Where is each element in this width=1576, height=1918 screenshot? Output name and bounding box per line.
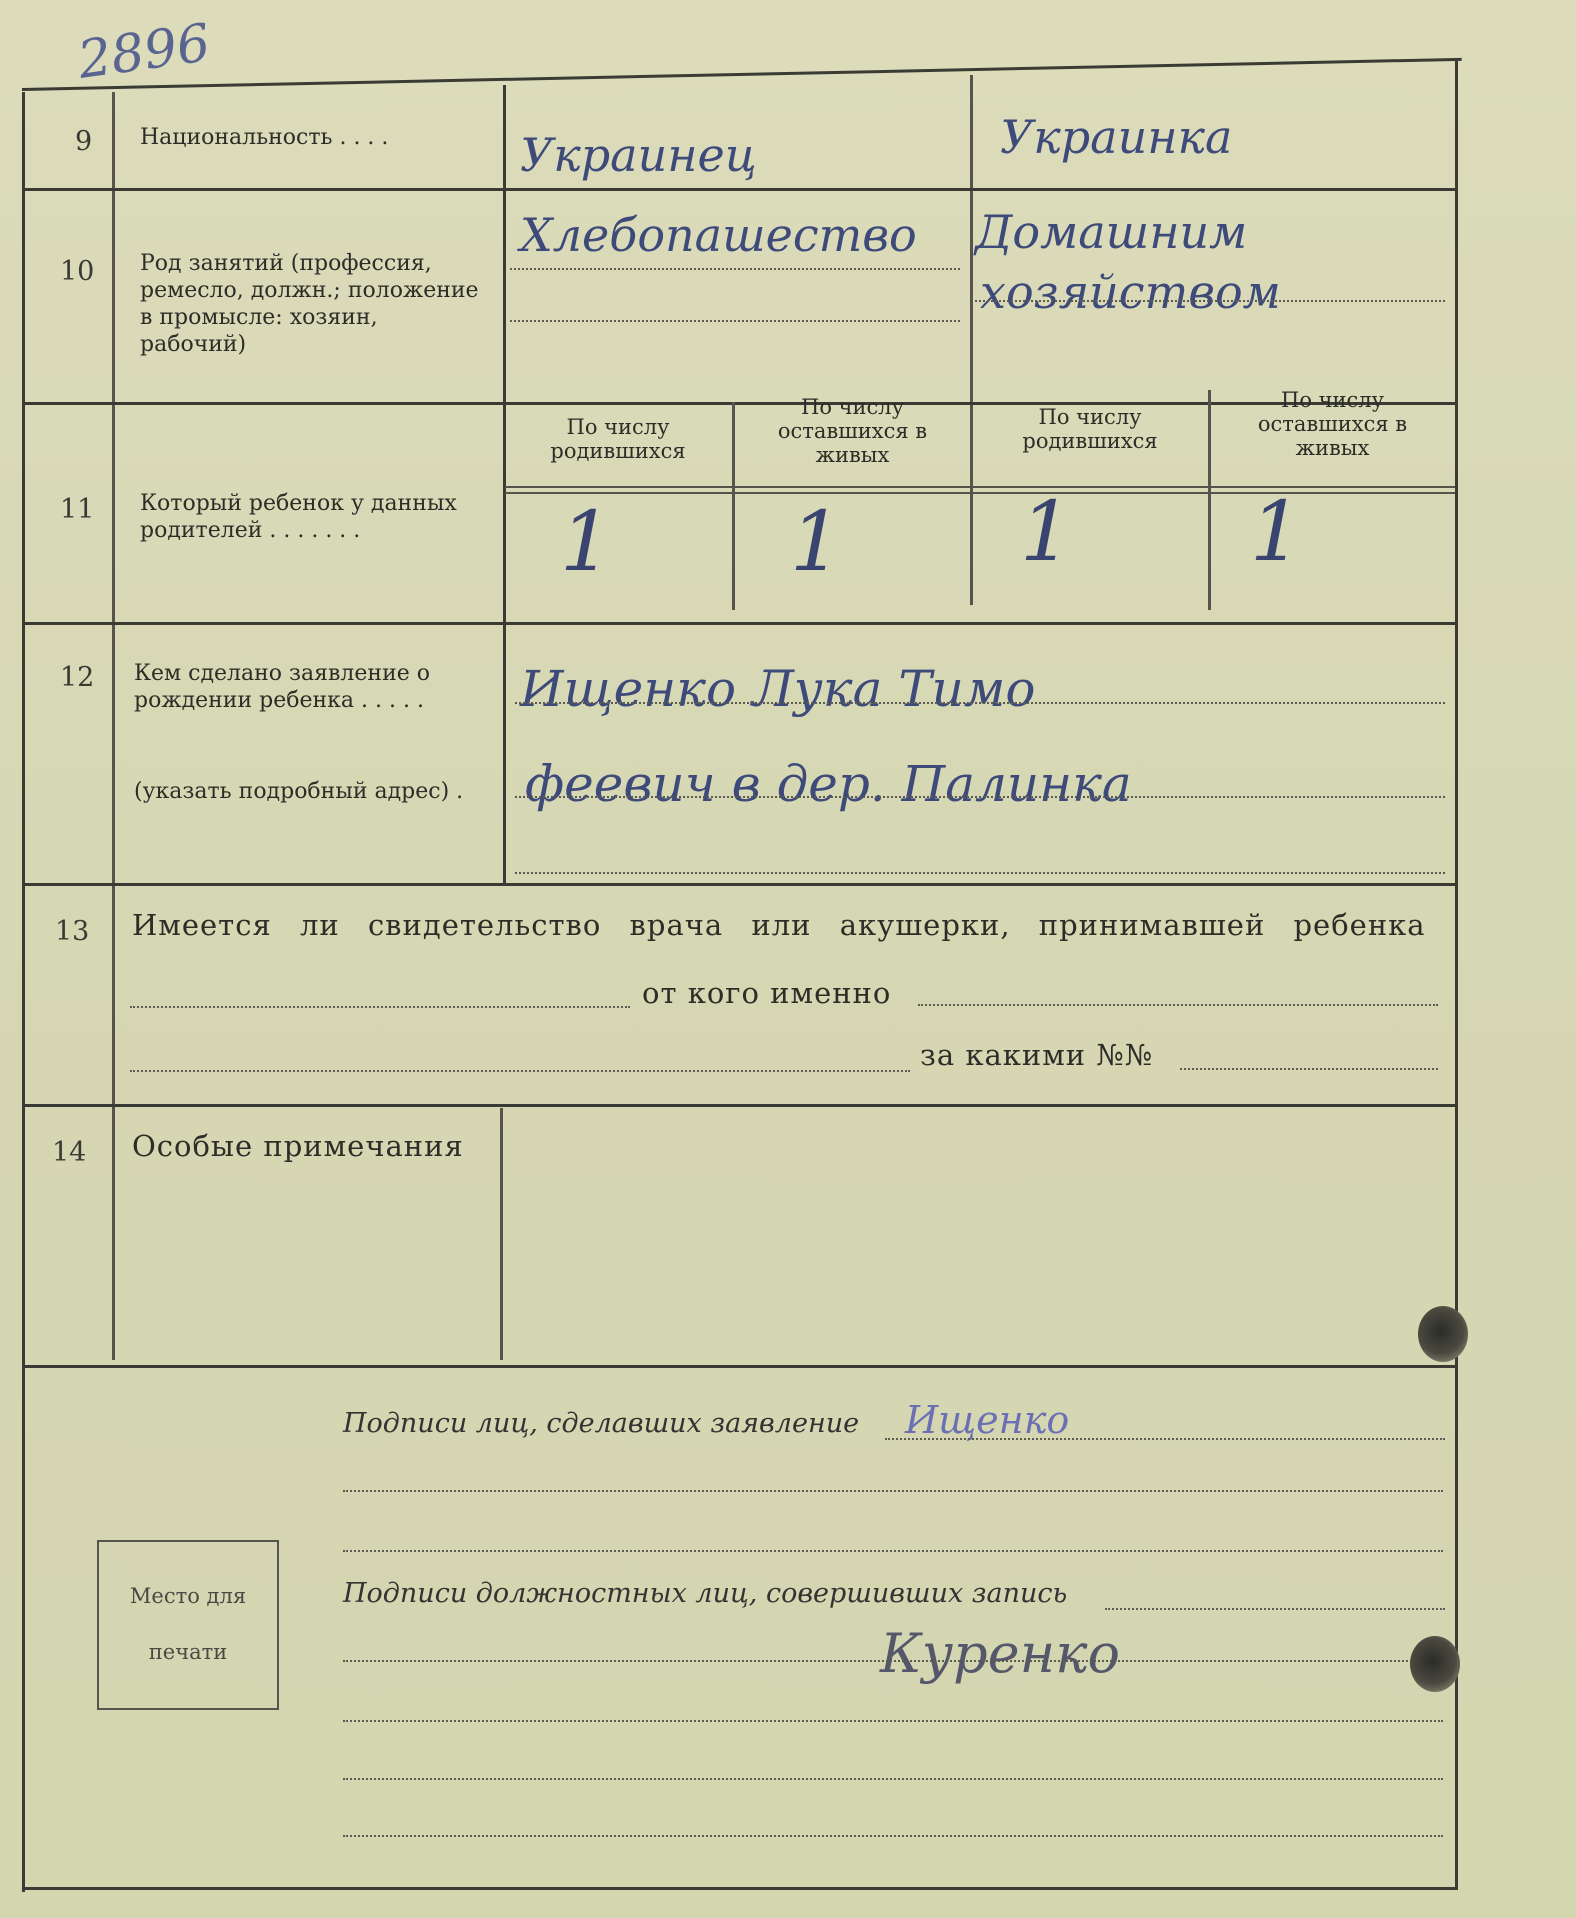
child-order-label: Который ребенок у данных родителей . . . . . . . (140, 491, 457, 543)
sub-rule-1 (732, 402, 735, 610)
occupation-line-1 (510, 268, 960, 270)
certificate-line-3 (130, 1070, 910, 1072)
declarant-dotted-1 (515, 702, 1445, 704)
label-column-rule (503, 85, 506, 885)
mother-born-count: 1 (1020, 485, 1073, 580)
row-number-14: 14 (52, 1137, 87, 1168)
subheader-mother-born: По числу родившихся (1022, 405, 1158, 453)
row-rule-13 (22, 1104, 1457, 1107)
stamp-mark: ​ (1156, 166, 1204, 185)
officials-signature-label: Подписи должностных лиц, совершивших запись (343, 1578, 1068, 1609)
mother-nationality: Украинка (1000, 110, 1233, 164)
certificate-line-4 (1180, 1068, 1438, 1070)
applicants-signature-label: Подписи лиц, сделавших заявление (343, 1408, 860, 1439)
official-line-2 (343, 1660, 1443, 1662)
official-line-1 (1105, 1608, 1445, 1610)
subheader-rule-2 (505, 492, 1455, 494)
row-number-13: 13 (55, 916, 90, 947)
frame-bottom (22, 1887, 1458, 1890)
sub-rule-2 (1208, 390, 1211, 610)
official-line-4 (343, 1778, 1443, 1780)
mother-occupation-1: Домашним (975, 205, 1248, 259)
certificate-label: Имеется ли свидетельство врача или акушерки, принимавшей ребенка (132, 908, 1426, 942)
occupation-line-3 (975, 300, 1445, 302)
mother-occupation-2: хозяйством (980, 265, 1281, 319)
row-rule-12 (22, 883, 1457, 886)
row-number-11: 11 (60, 494, 95, 525)
applicant-line-1 (885, 1438, 1445, 1440)
certificate-line-2 (918, 1004, 1438, 1006)
declarant-line-2: феевич в дер. Палинка (525, 755, 1132, 813)
applicant-signature: Ищенко (905, 1398, 1070, 1442)
occupation-label: Род занятий (профессия, ремесло, должн.; положение в промысле: хозяин, рабочий) (140, 251, 479, 357)
row-number-12: 12 (60, 662, 95, 693)
nationality-label: Национальность . . . . (140, 125, 389, 150)
declarant-label: Кем сделано заявление о рождении ребенка . . . . . (134, 661, 430, 713)
row-rule-11 (22, 622, 1457, 625)
subheader-father-alive: По числу оставшихся в живых (777, 395, 928, 467)
father-occupation: Хлебопашество (520, 208, 917, 262)
parents-split-rule (970, 75, 973, 605)
father-born-count: 1 (560, 495, 613, 590)
row-rule-9 (22, 188, 1457, 191)
remarks-label: Особые примечания (132, 1129, 464, 1163)
binding-hole-bottom (1410, 1636, 1460, 1692)
archive-number: 2896 (74, 13, 214, 91)
official-signature: Куренко (880, 1622, 1120, 1685)
subheader-rule (505, 486, 1455, 488)
numbers-label: за какими №№ (920, 1038, 1154, 1072)
frame-top (22, 58, 1462, 91)
applicant-line-2 (343, 1490, 1443, 1492)
declarant-line-1: Ищенко Лука Тимо (520, 660, 1036, 718)
declarant-dotted-2 (515, 796, 1445, 798)
row-number-9: 9 (75, 126, 93, 157)
from-whom-label: от кого именно (642, 976, 892, 1010)
row-rule-14 (22, 1365, 1457, 1368)
subheader-mother-alive: По числу оставшихся в живых (1257, 388, 1408, 460)
frame-left (22, 92, 25, 1892)
official-line-3 (343, 1720, 1443, 1722)
row-number-10: 10 (60, 256, 95, 287)
certificate-line-1 (130, 1006, 630, 1008)
num-column-rule (112, 92, 115, 1360)
applicant-line-3 (343, 1550, 1443, 1552)
mother-alive-count: 1 (1250, 485, 1303, 580)
frame-right (1455, 60, 1458, 1890)
occupation-line-2 (510, 320, 960, 322)
declarant-dotted-3 (515, 872, 1445, 874)
stamp-place-box (97, 1540, 279, 1710)
father-alive-count: 1 (790, 495, 843, 590)
father-nationality: Украинец (520, 128, 757, 182)
official-line-5 (343, 1835, 1443, 1837)
binding-hole-top (1418, 1306, 1468, 1362)
label-column-rule-lower (500, 1108, 503, 1360)
subheader-father-born: По числу родившихся (550, 415, 686, 463)
stamp-place-line-2: печати (148, 1640, 228, 1664)
stamp-place-line-1: Место для (129, 1584, 247, 1608)
address-label: (указать подробный адрес) . (134, 779, 464, 804)
